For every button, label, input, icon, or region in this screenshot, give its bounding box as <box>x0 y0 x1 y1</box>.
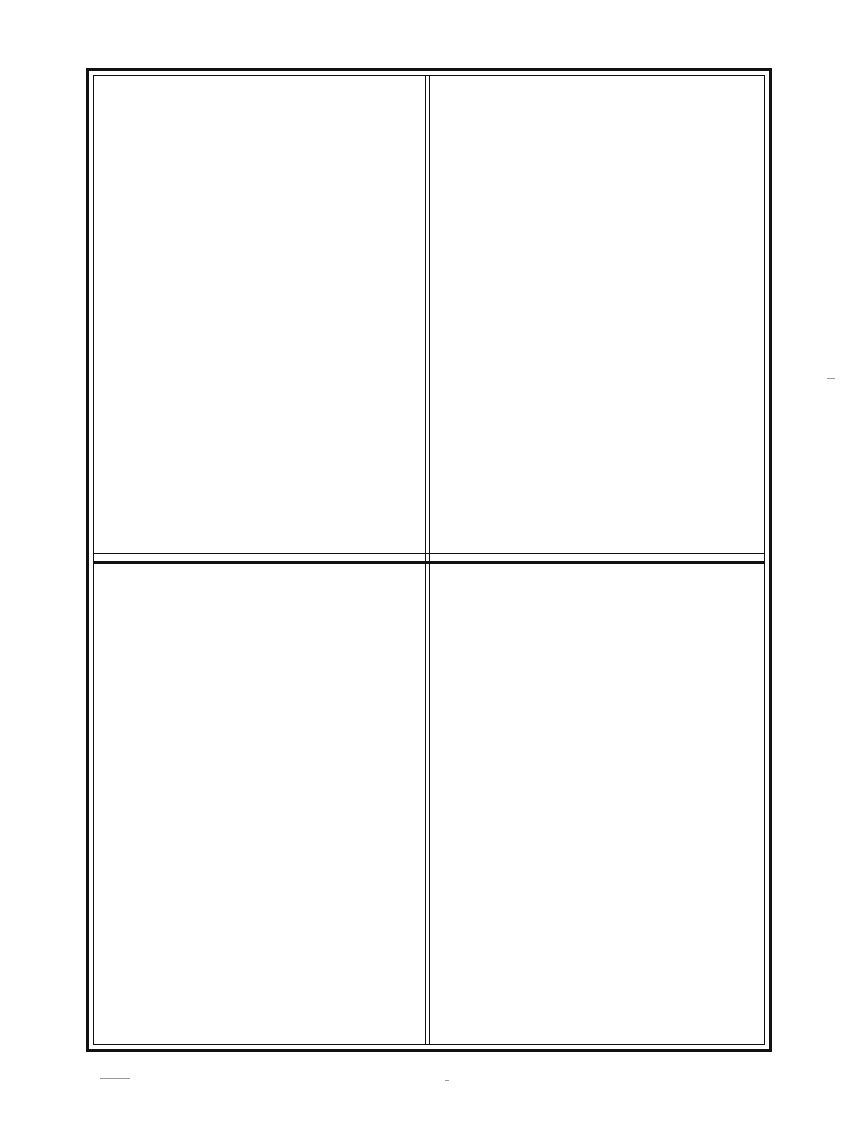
preface-left-half <box>97 80 423 550</box>
preface-right-half <box>434 80 764 550</box>
middle-band <box>93 553 765 564</box>
scan-mark <box>100 1078 130 1079</box>
scan-mark <box>445 1080 449 1081</box>
scan-mark <box>827 378 835 379</box>
signature-block <box>666 568 764 1038</box>
